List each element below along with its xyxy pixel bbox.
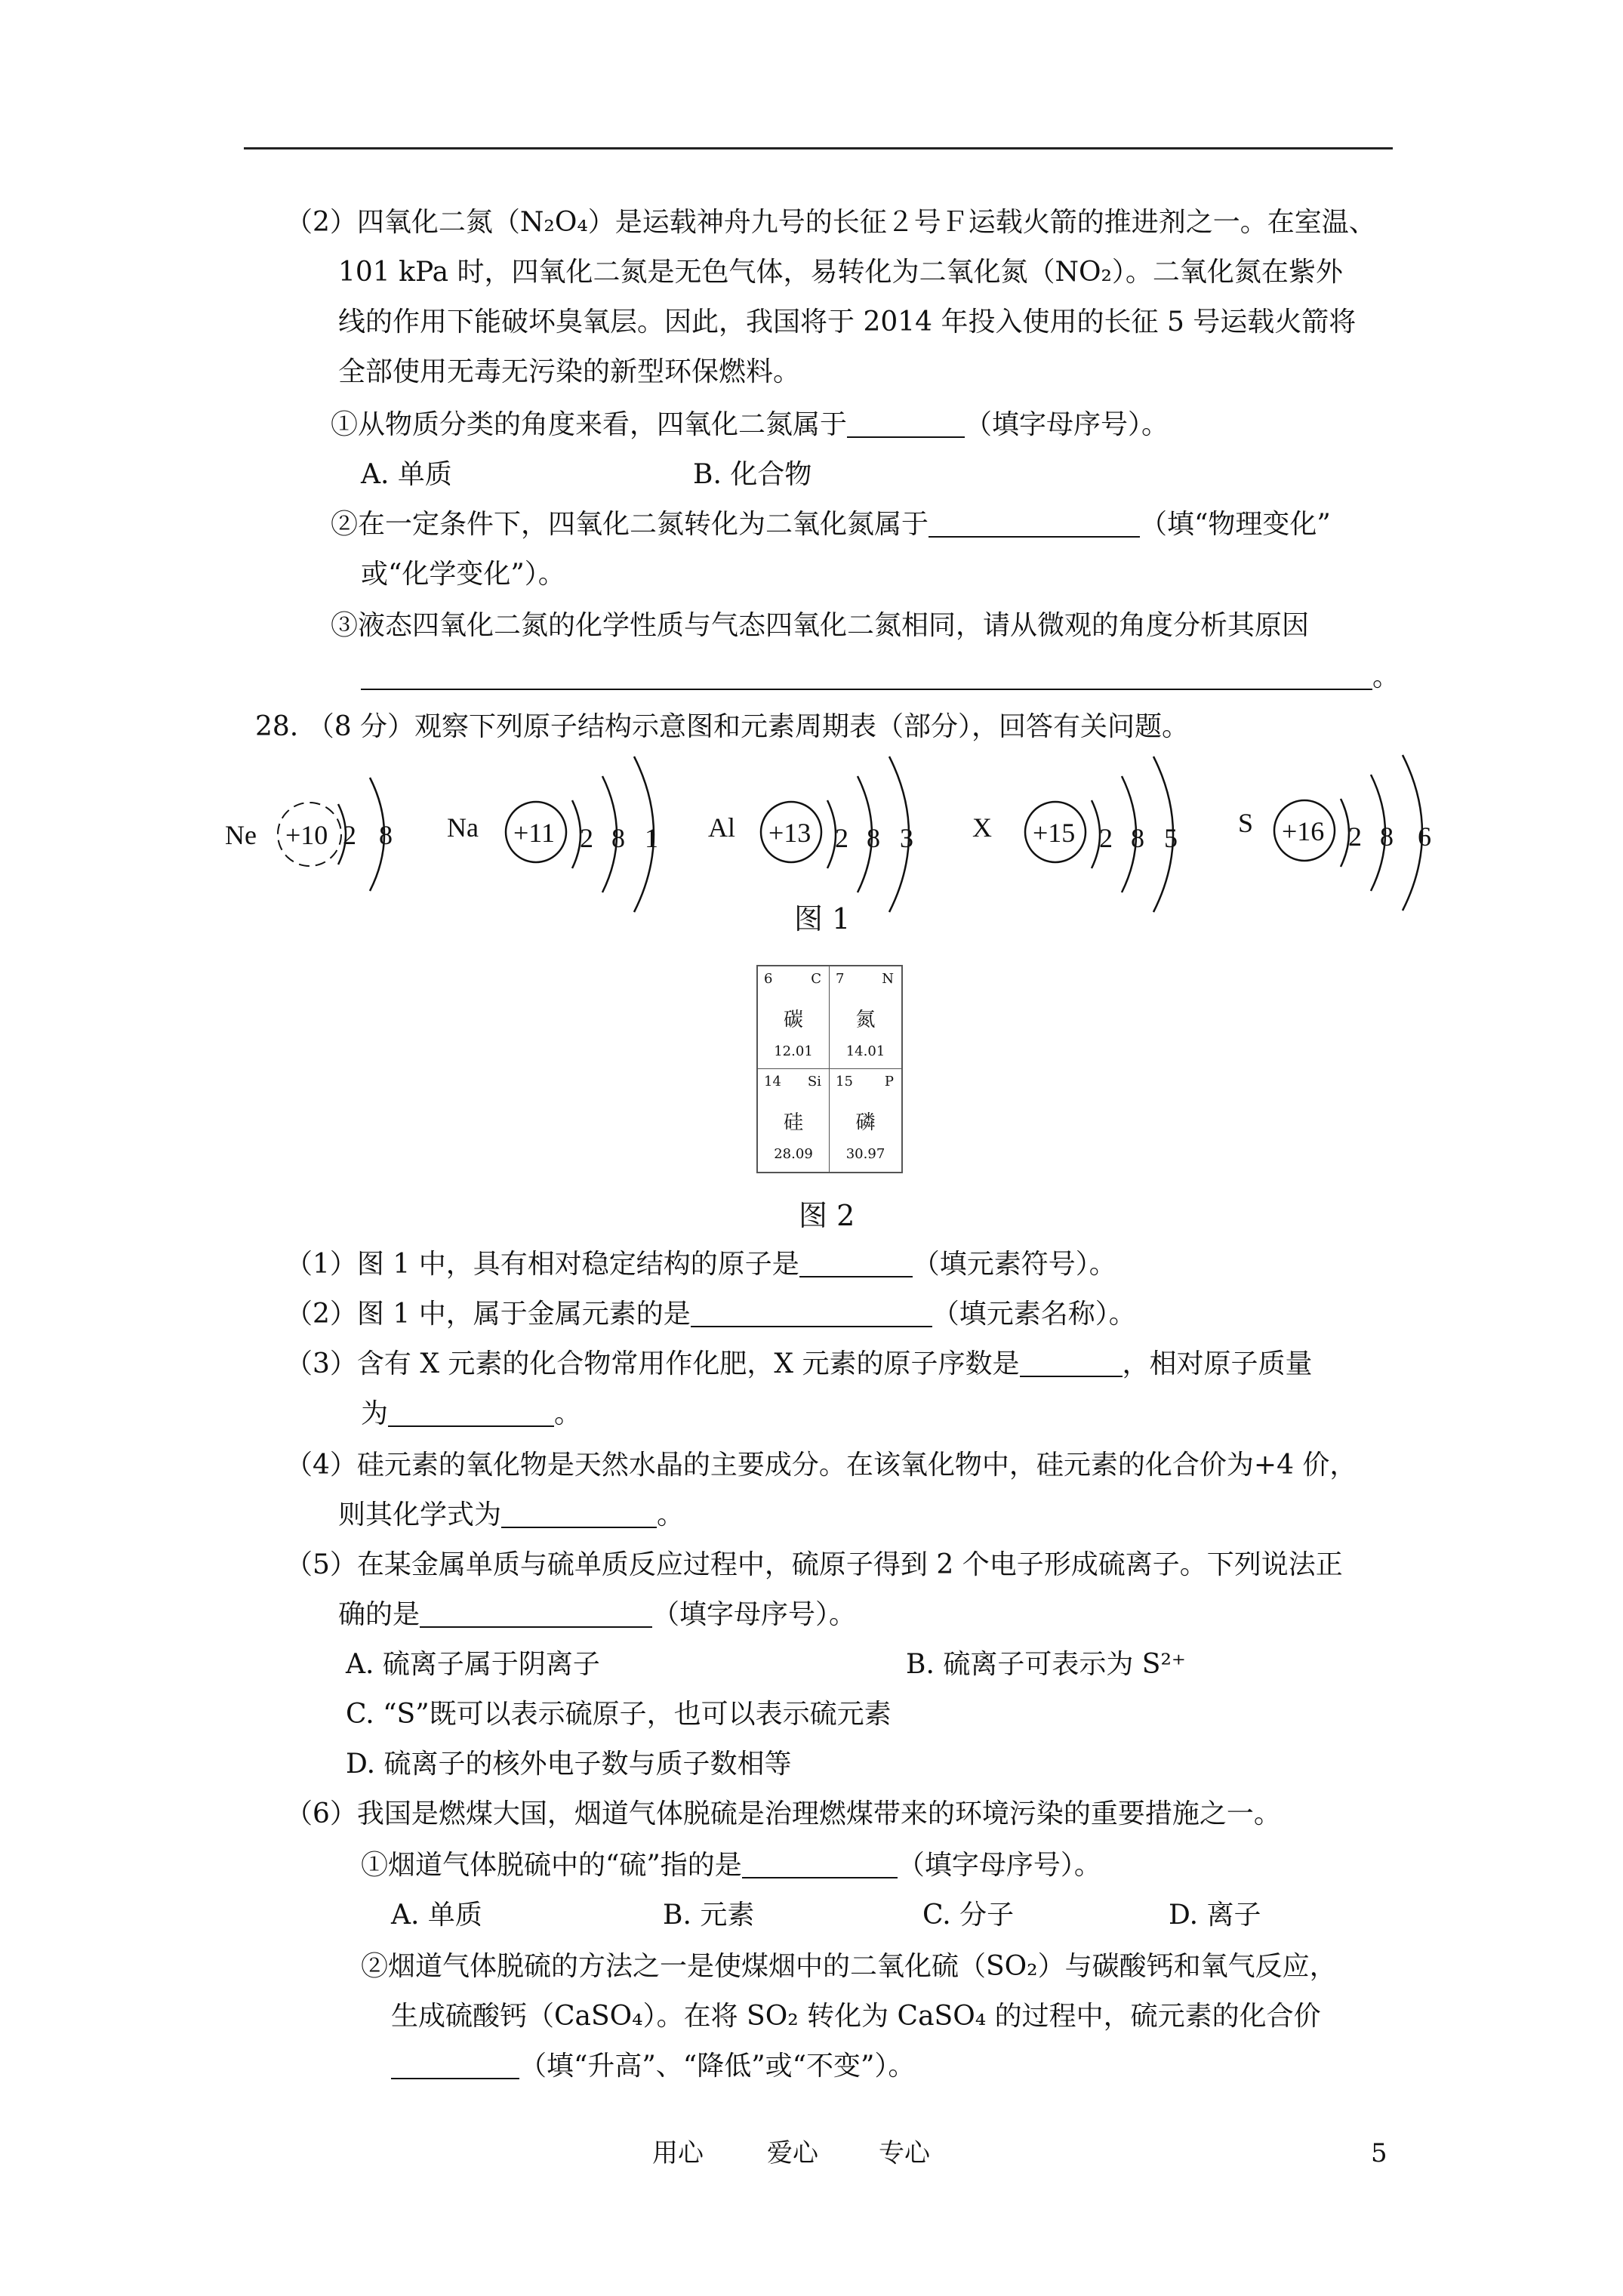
q28-p1-hint: （填元素符号）。 xyxy=(912,1249,1116,1280)
answer-blank-11[interactable] xyxy=(391,2052,519,2079)
footer-slogan-1: 用心 xyxy=(652,2138,704,2168)
atom-symbol: Ne xyxy=(225,820,257,850)
q27-sub1-hint: （填字母序号）。 xyxy=(965,409,1169,440)
q28-header: 28. （8 分）观察下列原子结构示意图和元素周期表（部分），回答有关问题。 xyxy=(255,711,1190,742)
q27-sub2-cont: 或“化学变化”）。 xyxy=(361,559,565,590)
shell-electrons: 5 xyxy=(1164,823,1178,853)
q27-line4: 全部使用无毒无污染的新型环保燃料。 xyxy=(338,356,801,387)
atom-symbol: Na xyxy=(447,812,479,843)
q28-p6-sub2: ②烟道气体脱硫的方法之一是使煤烟中的二氧化硫（SO₂）与碳酸钙和氧气反应， xyxy=(361,1951,1337,1982)
answer-blank-4[interactable] xyxy=(799,1250,913,1277)
shell-electrons: 2 xyxy=(1099,823,1113,853)
element-symbol: Si xyxy=(807,1074,821,1089)
element-name: 磷 xyxy=(855,1111,876,1134)
q28-p2-text: （2）图 1 中，属于金属元素的是 xyxy=(285,1299,691,1330)
q28-p5-cont xyxy=(338,1596,856,1634)
q27-opt-a: A. 单质 xyxy=(361,459,452,490)
atom-symbol: X xyxy=(972,812,992,843)
q27-line2: 101 kPa 时，四氧化二氮是无色气体，易转化为二氧化氮（NO₂）。二氧化氮在紫外 xyxy=(338,257,1343,288)
answer-blank-7[interactable] xyxy=(388,1400,554,1427)
shell-electrons: 8 xyxy=(1131,823,1144,853)
q28-p5-opt-b: B. 硫离子可表示为 S²⁺ xyxy=(906,1649,1186,1680)
answer-blank-3[interactable] xyxy=(361,663,1372,690)
answer-blank-1[interactable] xyxy=(847,411,965,438)
q28-p6: （6）我国是燃煤大国，烟道气体脱硫是治理燃煤带来的环境污染的重要措施之一。 xyxy=(285,1798,1281,1829)
element-symbol: C xyxy=(811,971,821,987)
q27-line1: （2）四氧化二氮（N₂O₄）是运载神舟九号的长征２号Ｆ运载火箭的推进剂之一。在室温、 xyxy=(285,207,1376,238)
q28-p5-opt-a: A. 硫离子属于阴离子 xyxy=(346,1649,600,1680)
shell-electrons: 2 xyxy=(343,820,356,850)
figure-2-caption: 图 2 xyxy=(799,1199,855,1232)
atom-nucleus: +10 xyxy=(285,820,328,850)
shell-electrons: 8 xyxy=(867,823,880,853)
atom-al xyxy=(708,757,913,912)
shell-electrons: 2 xyxy=(835,823,848,853)
q28-p1-text: （1）图 1 中，具有相对稳定结构的原子是 xyxy=(285,1249,799,1280)
q28-p4-lead: 则其化学式为 xyxy=(338,1499,502,1530)
q28-p6-opt-a: A. 单质 xyxy=(391,1900,482,1931)
q28-p5-lead: 确的是 xyxy=(338,1599,420,1630)
atom-nucleus: +13 xyxy=(768,818,812,848)
q27-sub2 xyxy=(331,506,1331,544)
q28-p6-opt-d: D. 离子 xyxy=(1169,1900,1261,1931)
page-number: 5 xyxy=(1371,2138,1387,2168)
shell-electrons: 6 xyxy=(1418,821,1431,852)
q27-sub3-end: 。 xyxy=(1372,661,1400,692)
q27-opt-b: B. 化合物 xyxy=(693,459,812,490)
atom-s xyxy=(1238,755,1431,911)
atomic-number: 15 xyxy=(836,1074,853,1089)
atom-na xyxy=(447,757,658,912)
atomic-mass: 30.97 xyxy=(845,1146,885,1162)
atom-ne xyxy=(225,778,393,891)
footer-slogan-2: 爱心 xyxy=(767,2138,818,2168)
q28-p2 xyxy=(285,1296,1136,1333)
q27-sub3: ③液态四氧化二氮的化学性质与气态四氧化二氮相同，请从微观的角度分析其原因 xyxy=(331,610,1310,641)
q28-p5-hint: （填字母序号）。 xyxy=(652,1599,857,1630)
q28-p3-lead: 为 xyxy=(361,1398,389,1429)
q28-p6-sub1 xyxy=(361,1847,1101,1885)
shell-electrons: 2 xyxy=(580,823,593,853)
q28-p6-opt-b: B. 元素 xyxy=(663,1900,755,1931)
atom-symbol: S xyxy=(1238,808,1254,838)
q28-p6-sub2-hint: （填“升高”、“降低”或“不变”）。 xyxy=(519,2051,916,2082)
q28-p4-cont xyxy=(338,1496,684,1534)
ptable-cell-si xyxy=(758,1069,830,1172)
shell-electrons: 3 xyxy=(900,823,913,853)
shell-electrons: 2 xyxy=(1348,821,1362,852)
answer-blank-10[interactable] xyxy=(742,1851,898,1878)
header-rule xyxy=(244,147,1393,149)
answer-blank-5[interactable] xyxy=(691,1300,932,1327)
figure-1-caption: 图 1 xyxy=(794,902,851,935)
q27-sub2-text: ②在一定条件下，四氧化二氮转化为二氧化氮属于 xyxy=(331,509,929,540)
ptable-cell-c xyxy=(758,966,830,1069)
atomic-number: 14 xyxy=(764,1074,781,1089)
shell-electrons: 8 xyxy=(379,820,393,850)
element-name: 氮 xyxy=(855,1009,876,1031)
atom-nucleus: +16 xyxy=(1282,816,1325,846)
q28-p1 xyxy=(285,1246,1116,1284)
q28-p3-text: （3）含有 X 元素的化合物常用作化肥，X 元素的原子序数是 xyxy=(285,1348,1020,1379)
atom-nucleus: +11 xyxy=(513,818,555,848)
ptable-cell-n xyxy=(830,966,901,1069)
q27-sub2-hint: （填“物理变化” xyxy=(1140,509,1331,540)
q28-p5: （5）在某金属单质与硫单质反应过程中，硫原子得到 2 个电子形成硫离子。下列说法正 xyxy=(285,1549,1343,1580)
q27-sub3-answer xyxy=(361,658,1400,696)
q28-p6-opt-c: C. 分子 xyxy=(922,1900,1015,1931)
element-name: 碳 xyxy=(783,1009,803,1031)
atomic-number: 7 xyxy=(836,971,845,987)
atom-x xyxy=(972,757,1178,912)
answer-blank-8[interactable] xyxy=(501,1501,657,1528)
atom-nucleus: +15 xyxy=(1033,818,1076,848)
periodic-table-fragment xyxy=(756,965,903,1173)
q28-p5-opt-c: C. “S”既可以表示硫原子，也可以表示硫元素 xyxy=(346,1699,892,1730)
atom-structure-diagrams xyxy=(211,747,1449,921)
q28-p6-sub2-end xyxy=(391,2048,915,2085)
q28-p2-hint: （填元素名称）。 xyxy=(932,1299,1136,1330)
atom-symbol: Al xyxy=(708,812,735,843)
q28-p5-opt-d: D. 硫离子的核外电子数与质子数相等 xyxy=(346,1749,792,1780)
footer-slogan-3: 专心 xyxy=(879,2138,930,2168)
q28-p3 xyxy=(285,1345,1313,1383)
element-name: 硅 xyxy=(783,1111,803,1134)
q28-p4: （4）硅元素的氧化物是天然水晶的主要成分。在该氧化物中，硅元素的化合价为+4 价， xyxy=(285,1450,1357,1481)
q28-p4-end: 。 xyxy=(657,1499,685,1530)
ptable-cell-p xyxy=(830,1069,901,1172)
answer-blank-6[interactable] xyxy=(1020,1350,1123,1377)
q28-p3-mid: ，相对原子质量 xyxy=(1122,1348,1313,1379)
element-symbol: N xyxy=(882,971,894,987)
shell-electrons: 1 xyxy=(645,823,658,853)
q28-p3-end: 。 xyxy=(554,1398,582,1429)
shell-electrons: 8 xyxy=(611,823,625,853)
q27-sub1 xyxy=(331,406,1169,444)
answer-blank-2[interactable] xyxy=(929,510,1140,538)
q28-p6-sub1-hint: （填字母序号）。 xyxy=(897,1850,1101,1881)
atomic-number: 6 xyxy=(764,971,773,987)
q28-p3-cont xyxy=(361,1395,581,1433)
atomic-mass: 14.01 xyxy=(845,1043,885,1059)
q28-p6-sub1-text: ①烟道气体脱硫中的“硫”指的是 xyxy=(361,1850,742,1881)
element-symbol: P xyxy=(884,1074,894,1089)
q27-sub1-text: ①从物质分类的角度来看，四氧化二氮属于 xyxy=(331,409,848,440)
atomic-mass: 12.01 xyxy=(774,1043,813,1059)
shell-electrons: 8 xyxy=(1380,821,1394,852)
answer-blank-9[interactable] xyxy=(420,1601,652,1628)
q28-p6-sub2-cont: 生成硫酸钙（CaSO₄）。在将 SO₂ 转化为 CaSO₄ 的过程中，硫元素的化合价 xyxy=(391,2001,1321,2032)
atomic-mass: 28.09 xyxy=(774,1146,813,1162)
q27-line3: 线的作用下能破坏臭氧层。因此，我国将于 2014 年投入使用的长征 5 号运载火箭将 xyxy=(338,307,1357,337)
